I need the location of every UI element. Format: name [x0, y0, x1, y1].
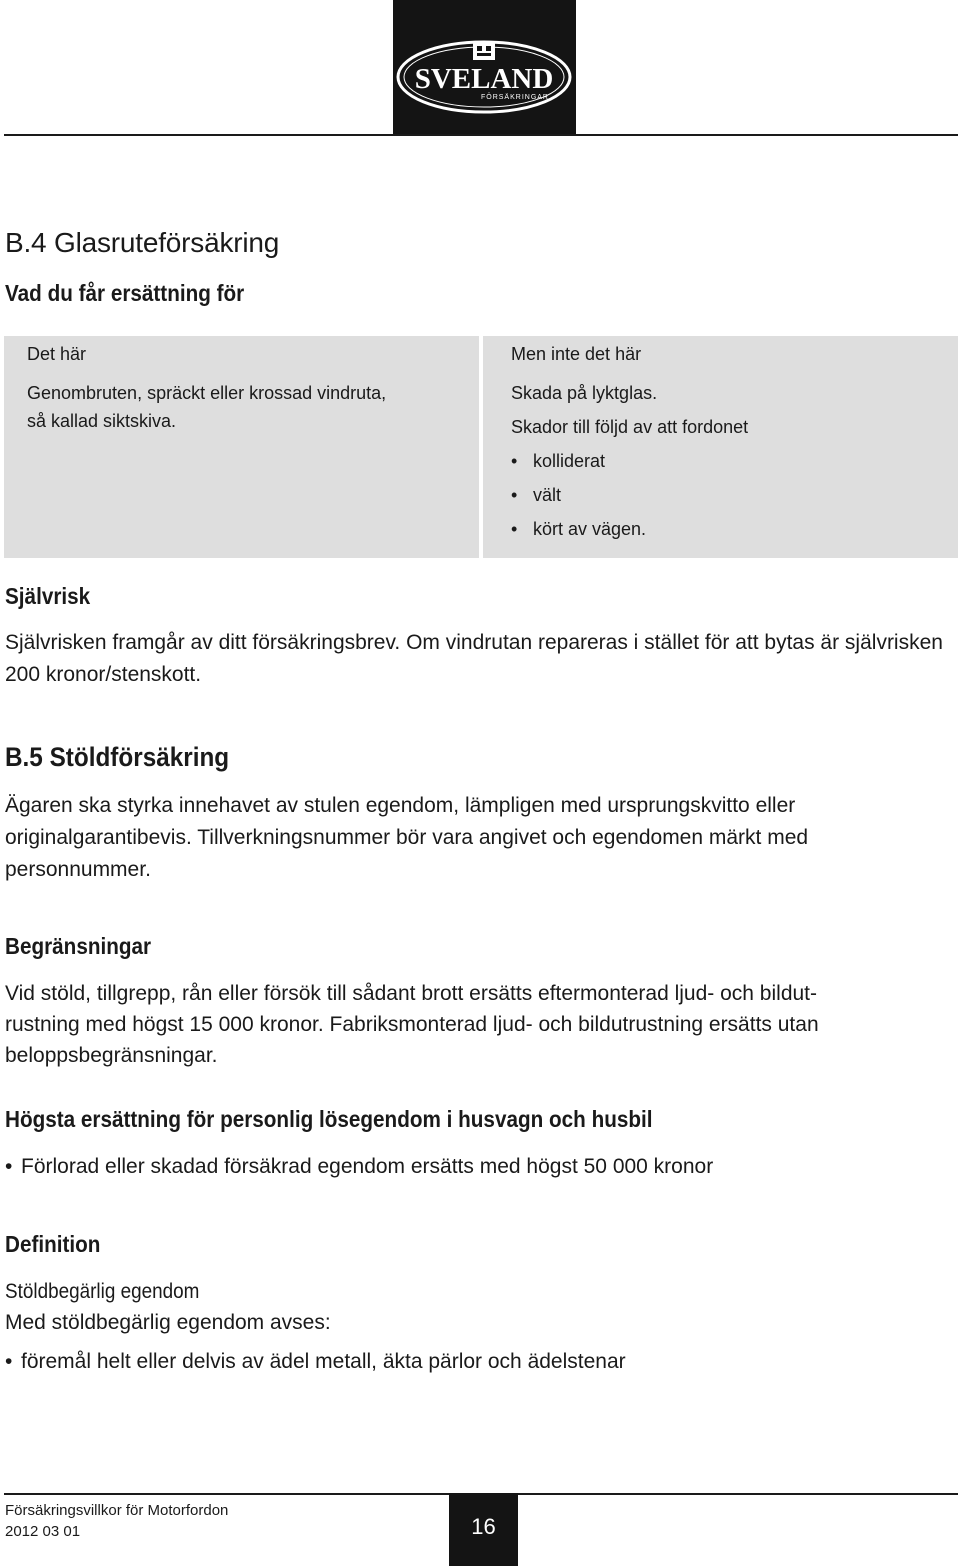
header-logo-block [393, 0, 576, 134]
sjalvrisk-heading: Självrisk [5, 583, 91, 609]
section-b4-title: B.4 Glasruteförsäkring [5, 227, 280, 258]
logo-text: SVELAND [414, 63, 554, 95]
page-number-box [449, 1493, 518, 1566]
bullet-icon: • [511, 485, 518, 505]
table-left-header: Det här [27, 344, 87, 364]
header-rule [4, 134, 958, 136]
list-item [5, 1151, 713, 1183]
list-item [511, 515, 646, 543]
footer-date: 2012 03 01 [5, 1523, 81, 1540]
list-item-label: kolliderat [533, 451, 606, 471]
section-b5-intro: Ägaren ska styrka innehavet av stulen egendom, lämpligen med ursprungskvitto eller originalgarantibevis. Tillverkningsnummer bör vara angivet och egendomen märkt med personnummer. [5, 794, 809, 881]
definition-intro: Med stöldbegärlig egendom avses: [5, 1311, 331, 1334]
bullet-icon: • [511, 451, 518, 471]
begransningar-heading: Begränsningar [5, 933, 152, 959]
sveland-logo [393, 0, 576, 134]
hogsta-heading: Högsta ersättning för personlig lösegendom i husvagn och husbil [5, 1106, 653, 1132]
list-item [511, 481, 561, 509]
list-item-label: Förlorad eller skadad försäkrad egendom ersätts med högst 50 000 kronor [21, 1155, 714, 1178]
section-b5-title: B.5 Stöldförsäkring [5, 742, 230, 772]
section-b4-subtitle: Vad du får ersättning för [5, 280, 245, 306]
crest-icon [473, 42, 495, 60]
footer-doc-title: Försäkringsvillkor för Motorfordon [5, 1502, 229, 1519]
definition-heading: Definition [5, 1231, 101, 1257]
sjalvrisk-text: Självrisken framgår av ditt försäkringsbrev. Om vindrutan repareras i stället för att bytas är självrisken 200 kronor/stenskott. [5, 631, 943, 686]
begransningar-line3: beloppsbegränsningar. [5, 1044, 218, 1067]
bullet-icon: • [511, 519, 518, 539]
table-right-header: Men inte det här [511, 344, 642, 364]
begransningar-line2: rustning med högst 15 000 kronor. Fabriksmonterad ljud- och bildutrustning ersätts utan [5, 1013, 819, 1036]
page-number: 16 [471, 1514, 496, 1539]
table-right-line2: Skador till följd av att fordonet [511, 417, 749, 437]
table-right-line1: Skada på lyktglas. [511, 383, 658, 403]
table-left-cell [4, 336, 479, 558]
list-item-label: föremål helt eller delvis av ädel metall, äkta pärlor och ädelstenar [21, 1350, 626, 1373]
table-left-text: Genombruten, spräckt eller krossad vindruta, så kallad siktskiva. [27, 383, 387, 431]
bullet-icon: • [5, 1155, 13, 1178]
list-item [511, 447, 605, 475]
definition-term: Stöldbegärlig egendom [5, 1280, 200, 1303]
list-item [5, 1346, 626, 1378]
bullet-icon: • [5, 1350, 13, 1373]
logo-subtext: FÖRSÄKRINGAR [480, 94, 550, 101]
list-item-label: vält [533, 485, 562, 505]
begransningar-line1: Vid stöld, tillgrepp, rån eller försök till sådant brott ersätts eftermonterad ljud- och bildut- [5, 982, 818, 1005]
list-item-label: kört av vägen. [533, 519, 647, 539]
